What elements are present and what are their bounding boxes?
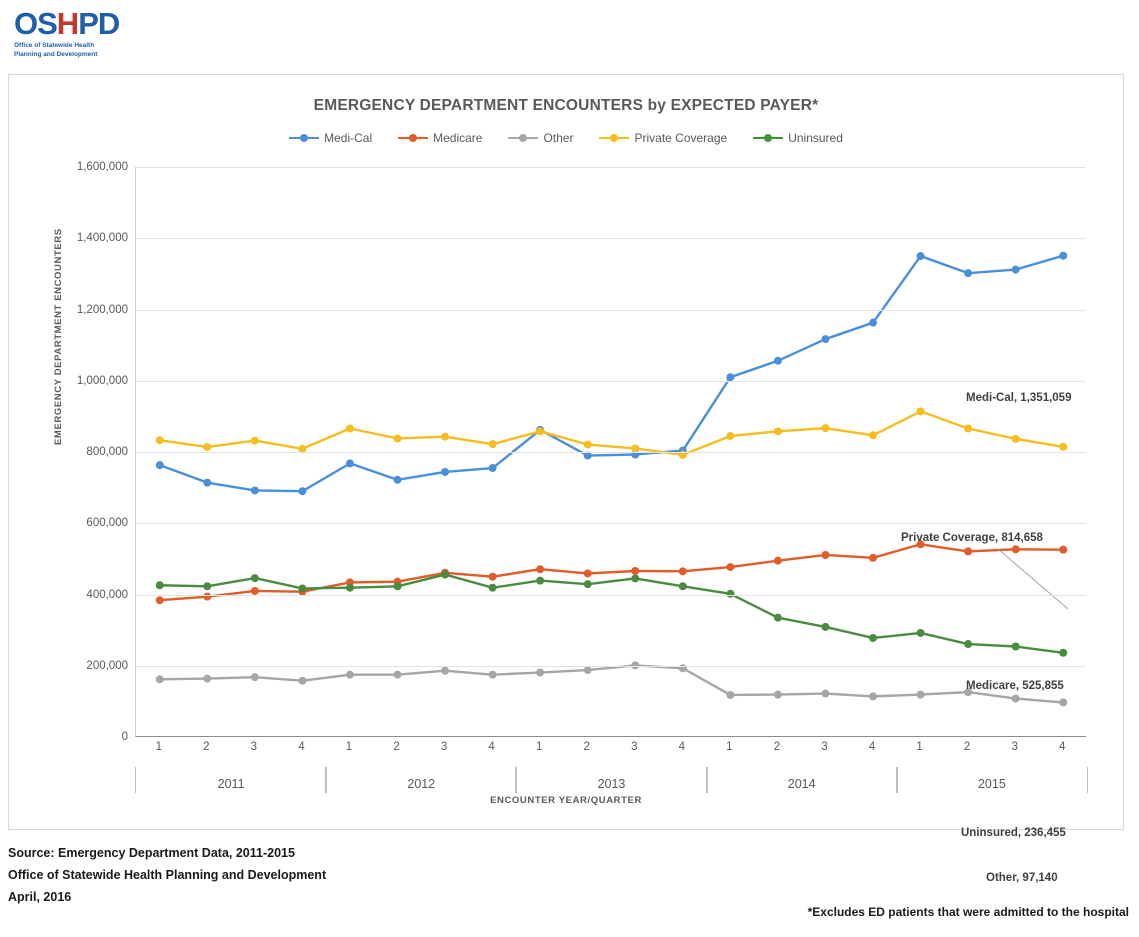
data-point	[346, 671, 354, 679]
data-point	[1012, 643, 1020, 651]
data-point	[774, 614, 782, 622]
data-point	[536, 565, 544, 573]
quarter-tick-label: 2	[773, 741, 781, 753]
data-point	[441, 433, 449, 441]
data-point	[441, 468, 449, 476]
logo-wordmark	[14, 8, 154, 39]
legend-item-uninsured[interactable]	[753, 131, 843, 145]
data-point	[584, 569, 592, 577]
series-end-label: Other, 97,140	[986, 872, 1058, 884]
year-group	[896, 767, 1088, 793]
data-point	[346, 459, 354, 467]
gridline	[136, 523, 1086, 524]
y-axis-tick-label: 1,000,000	[76, 374, 128, 387]
data-point	[869, 634, 877, 642]
data-point	[441, 667, 449, 675]
data-point	[346, 424, 354, 432]
data-point	[536, 427, 544, 435]
data-point	[489, 464, 497, 472]
data-point	[774, 357, 782, 365]
chart-legend	[9, 131, 1123, 145]
data-point	[869, 692, 877, 700]
gridline	[136, 452, 1086, 453]
quarter-tick-label: 2	[203, 741, 210, 753]
quarter-tick-label: 2	[393, 741, 400, 753]
data-point	[251, 574, 259, 582]
data-point	[394, 476, 402, 484]
year-label: 2014	[787, 777, 816, 791]
data-point	[821, 690, 829, 698]
data-point	[156, 461, 164, 469]
data-point	[679, 582, 687, 590]
gridline	[136, 167, 1086, 168]
gridline	[136, 238, 1086, 239]
quarter-tick-label: 3	[250, 741, 258, 753]
data-point	[536, 669, 544, 677]
quarter-tick-label: 1	[345, 741, 353, 753]
quarter-tick-label: 3	[1011, 741, 1018, 753]
legend-swatch-icon	[289, 132, 319, 144]
data-point	[584, 580, 592, 588]
data-point	[584, 666, 592, 674]
data-point	[1059, 252, 1067, 260]
data-point	[1012, 266, 1020, 274]
series-end-label: Private Coverage, 814,658	[901, 532, 1043, 544]
logo-subtitle-line1: Office of Statewide Health	[14, 42, 95, 49]
y-axis-tick-label: 200,000	[86, 659, 128, 672]
data-point	[394, 671, 402, 679]
y-axis-tick-label: 1,200,000	[76, 303, 128, 316]
quarter-tick-label: 4	[1059, 741, 1066, 753]
data-point	[821, 551, 829, 559]
data-point	[774, 557, 782, 565]
oshpd-logo	[14, 8, 154, 60]
year-label: 2011	[217, 777, 245, 791]
gridline	[136, 310, 1086, 311]
quarter-tick-label: 4	[298, 741, 305, 753]
quarter-tick-label: 2	[963, 741, 971, 753]
series-line-uninsured	[160, 575, 1063, 653]
footnote: *Excludes ED patients that were admitted to the hospital	[807, 905, 1129, 919]
quarter-tick-label: 1	[726, 741, 733, 753]
x-axis-year-groups	[135, 767, 1086, 797]
year-label: 2015	[977, 777, 1006, 791]
series-line-other	[160, 665, 1063, 702]
year-label: 2013	[597, 777, 626, 791]
data-point	[489, 584, 497, 592]
quarter-tick-label: 1	[155, 741, 162, 753]
data-point	[1012, 435, 1020, 443]
data-point	[584, 441, 592, 449]
data-point	[536, 577, 544, 585]
logo-h: H	[56, 6, 79, 41]
data-point	[298, 584, 306, 592]
quarter-tick-label: 1	[916, 741, 923, 753]
data-point	[679, 567, 687, 575]
data-point	[964, 269, 972, 277]
data-point	[156, 581, 164, 589]
legend-item-private-coverage[interactable]	[599, 131, 727, 145]
chart-title: EMERGENCY DEPARTMENT ENCOUNTERS by EXPECTED PAYER*	[313, 97, 819, 114]
logo-subtitle-line2: Planning and Development	[14, 50, 98, 58]
data-point	[203, 582, 211, 590]
legend-label: Other	[543, 131, 574, 145]
y-axis-tick-label: 0	[121, 731, 128, 743]
data-point	[631, 574, 639, 582]
data-point	[821, 335, 829, 343]
legend-item-medicare[interactable]	[398, 131, 482, 145]
quarter-tick-label: 4	[868, 741, 876, 753]
quarter-tick-label: 2	[583, 741, 590, 753]
data-point	[394, 582, 402, 590]
quarter-tick-label: 3	[821, 741, 828, 753]
data-point	[726, 563, 734, 571]
legend-swatch-icon	[753, 132, 783, 144]
data-point	[298, 487, 306, 495]
legend-item-medi-cal[interactable]	[289, 131, 372, 145]
gridline	[136, 666, 1086, 667]
data-point	[917, 252, 925, 260]
logo-pd: PD	[78, 6, 120, 41]
data-point	[251, 673, 259, 681]
series-end-label: Medi-Cal, 1,351,059	[966, 392, 1072, 404]
data-point	[964, 547, 972, 555]
legend-swatch-icon	[398, 132, 428, 144]
source-line-3: April, 2016	[8, 889, 72, 904]
source-footer	[8, 843, 326, 909]
data-point	[1012, 695, 1020, 703]
data-point	[869, 554, 877, 562]
data-point	[774, 427, 782, 435]
data-point	[156, 436, 164, 444]
data-point	[726, 432, 734, 440]
logo-subtitle	[14, 42, 154, 60]
data-point	[251, 486, 259, 494]
data-point	[631, 567, 639, 575]
year-group	[325, 767, 517, 793]
legend-label: Medicare	[433, 131, 483, 145]
y-axis-tick-label: 1,400,000	[76, 232, 128, 245]
data-point	[489, 440, 497, 448]
data-point	[917, 407, 925, 415]
data-point	[251, 437, 259, 445]
legend-label: Private Coverage	[634, 131, 728, 145]
data-point	[1059, 443, 1067, 451]
quarter-tick-label: 3	[440, 741, 448, 753]
x-axis-quarter-ticks	[135, 741, 1086, 763]
year-label: 2012	[407, 777, 436, 791]
data-point	[821, 623, 829, 631]
series-line-medi-cal	[160, 256, 1063, 492]
data-point	[774, 691, 782, 699]
data-point	[964, 424, 972, 432]
quarter-tick-label: 4	[488, 741, 495, 753]
gridline	[136, 381, 1086, 382]
legend-item-other[interactable]	[508, 131, 573, 145]
data-point	[1059, 649, 1067, 657]
data-point	[1059, 698, 1067, 706]
data-point	[821, 424, 829, 432]
data-point	[156, 675, 164, 683]
series-line-private-coverage	[160, 411, 1063, 454]
data-point	[869, 431, 877, 439]
source-line-2: Office of Statewide Health Planning and Development	[8, 867, 327, 882]
data-point	[156, 596, 164, 604]
data-point	[203, 443, 211, 451]
series-line-medicare	[160, 544, 1063, 600]
data-point	[298, 677, 306, 685]
data-point	[489, 671, 497, 679]
data-point	[203, 479, 211, 487]
y-axis-tick-label: 400,000	[86, 588, 128, 601]
y-axis-tick-label: 1,600,000	[76, 161, 128, 173]
y-axis-tick-label: 800,000	[86, 446, 128, 458]
year-group	[706, 767, 898, 793]
source-line-1: Source: Emergency Department Data, 2011-2015	[8, 846, 295, 860]
y-axis-tick-label: 600,000	[86, 517, 128, 530]
data-point	[1012, 545, 1020, 553]
legend-label: Medi-Cal	[324, 131, 373, 145]
quarter-tick-label: 1	[535, 741, 543, 753]
year-group	[135, 767, 327, 793]
data-point	[917, 691, 925, 699]
data-point	[964, 640, 972, 648]
quarter-tick-label: 4	[678, 741, 686, 753]
quarter-tick-label: 3	[631, 741, 638, 753]
legend-swatch-icon	[599, 132, 629, 144]
data-point	[726, 691, 734, 699]
leader-line	[998, 549, 1068, 609]
logo-os: OS	[14, 6, 57, 41]
data-point	[441, 571, 449, 579]
data-point	[489, 573, 497, 581]
data-point	[346, 584, 354, 592]
gridline	[136, 595, 1086, 596]
data-point	[917, 629, 925, 637]
series-end-label: Uninsured, 236,455	[961, 827, 1066, 839]
data-point	[203, 675, 211, 683]
legend-swatch-icon	[508, 132, 538, 144]
year-group	[515, 767, 707, 793]
x-axis-title: ENCOUNTER YEAR/QUARTER	[490, 795, 642, 806]
data-point	[394, 434, 402, 442]
y-axis-title: EMERGENCY DEPARTMENT ENCOUNTERS	[53, 228, 64, 445]
data-point	[869, 319, 877, 327]
data-point	[1059, 546, 1067, 554]
legend-label: Uninsured	[788, 131, 843, 145]
series-end-label: Medicare, 525,855	[966, 680, 1064, 692]
